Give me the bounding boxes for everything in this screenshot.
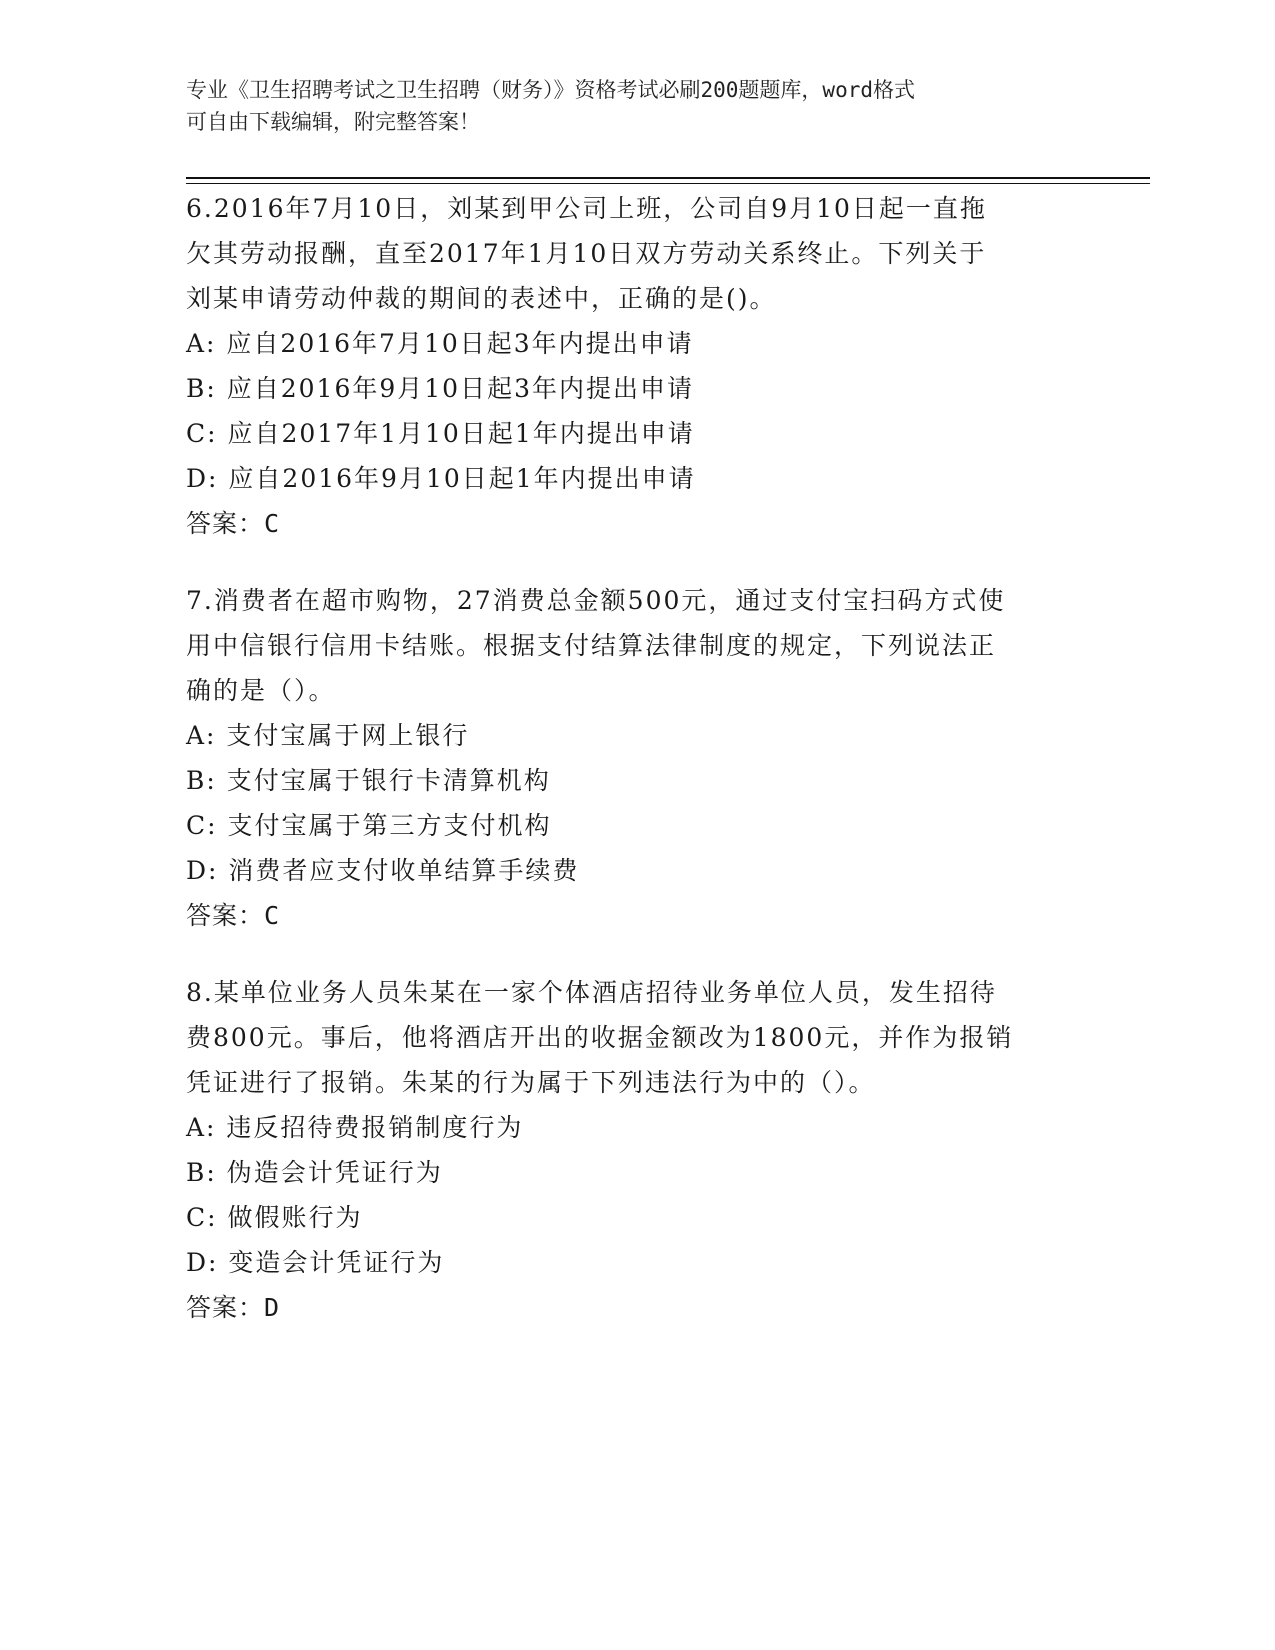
- stem-line: 费800元。事后，他将酒店开出的收据金额改为1800元，并作为报销: [186, 1023, 1014, 1052]
- stem-line: 凭证进行了报销。朱某的行为属于下列违法行为中的（）。: [186, 1068, 876, 1097]
- question-stem: [186, 578, 1086, 713]
- stem-line: 6.2016年7月10日，刘某到甲公司上班，公司自9月10日起一直拖: [186, 194, 987, 223]
- document-header: [186, 74, 1066, 138]
- option-c: C: 做假账行为: [186, 1203, 363, 1232]
- option-a: A: 支付宝属于网上银行: [186, 721, 470, 750]
- header-line-1: 专业《卫生招聘考试之卫生招聘（财务）》资格考试必刷200题题库，word格式: [186, 78, 915, 102]
- option-b: B: 支付宝属于银行卡清算机构: [186, 766, 551, 795]
- stem-line: 确的是（）。: [186, 676, 336, 705]
- option-d: D: 消费者应支付收单结算手续费: [186, 856, 580, 885]
- question-6: [186, 186, 1086, 546]
- option-d: D: 变造会计凭证行为: [186, 1248, 445, 1277]
- stem-line: 用中信银行信用卡结账。根据支付结算法律制度的规定，下列说法正: [186, 631, 997, 660]
- question-stem: [186, 970, 1086, 1105]
- header-line-2: 可自由下载编辑，附完整答案！: [186, 110, 480, 134]
- answer: 答案：D: [186, 1293, 281, 1322]
- stem-line: 8.某单位业务人员朱某在一家个体酒店招待业务单位人员，发生招待: [186, 978, 997, 1007]
- header-divider-thick: [186, 177, 1150, 179]
- option-c: C: 应自2017年1月10日起1年内提出申请: [186, 419, 695, 448]
- option-a: A: 违反招待费报销制度行为: [186, 1113, 524, 1142]
- option-c: C: 支付宝属于第三方支付机构: [186, 811, 552, 840]
- option-b: B: 应自2016年9月10日起3年内提出申请: [186, 374, 694, 403]
- stem-line: 欠其劳动报酬，直至2017年1月10日双方劳动关系终止。下列关于: [186, 239, 987, 268]
- header-divider-thin: [186, 183, 1150, 184]
- stem-line: 7.消费者在超市购物，27消费总金额500元，通过支付宝扫码方式使: [186, 586, 1006, 615]
- question-8: [186, 970, 1086, 1330]
- answer: 答案：C: [186, 509, 281, 538]
- answer: 答案：C: [186, 901, 281, 930]
- option-a: A: 应自2016年7月10日起3年内提出申请: [186, 329, 694, 358]
- stem-line: 刘某申请劳动仲裁的期间的表述中，正确的是()。: [186, 284, 777, 313]
- option-d: D: 应自2016年9月10日起1年内提出申请: [186, 464, 696, 493]
- question-stem: [186, 186, 1086, 321]
- option-b: B: 伪造会计凭证行为: [186, 1158, 443, 1187]
- question-7: [186, 578, 1086, 938]
